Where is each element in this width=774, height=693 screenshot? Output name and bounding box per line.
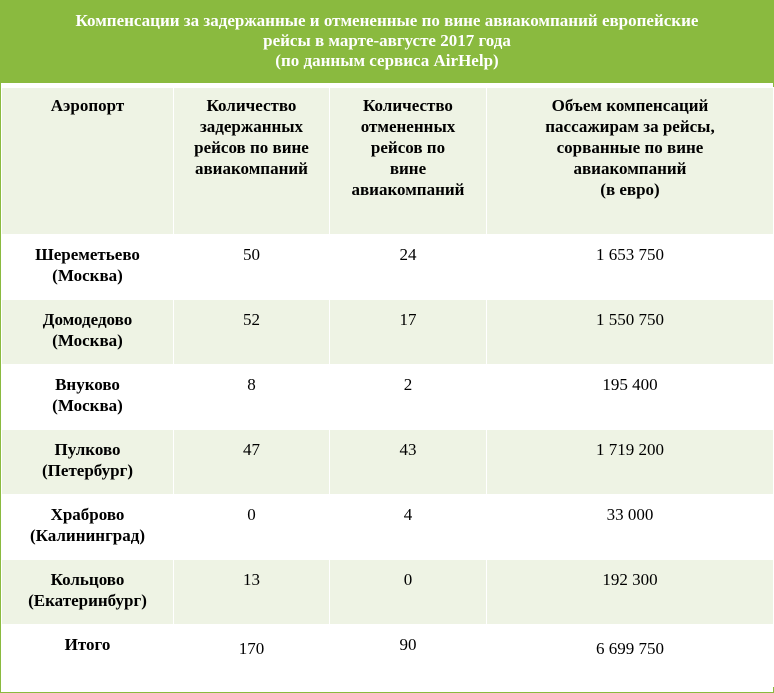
header-row — [2, 88, 774, 235]
table-row — [2, 430, 774, 495]
header-delayed-line: Количество — [206, 96, 297, 115]
title-line-1: Компенсации за задержанные и отмененные по вине авиакомпаний европейские — [75, 11, 699, 30]
table-row — [2, 300, 774, 365]
header-compensation-line: (в евро) — [600, 180, 660, 199]
delayed-cell: 47 — [174, 430, 330, 495]
airport-name: Храброво — [50, 505, 125, 524]
header-cancelled — [330, 88, 487, 235]
table-row — [2, 495, 774, 560]
compensation-cell: 33 000 — [487, 495, 774, 560]
airport-city: (Екатеринбург) — [28, 591, 147, 610]
header-cancelled-line: вине — [389, 159, 427, 178]
header-delayed-line: авиакомпаний — [195, 159, 308, 178]
header-delayed — [174, 88, 330, 235]
airport-cell — [2, 235, 174, 300]
airport-name: Домодедово — [42, 310, 133, 329]
header-cancelled-line: Количество — [363, 96, 453, 115]
compensation-cell: 1 653 750 — [487, 235, 774, 300]
total-row — [2, 625, 774, 687]
cancelled-cell: 2 — [330, 365, 487, 430]
header-compensation-line: пассажирам за рейсы, — [545, 117, 715, 136]
airport-cell — [2, 560, 174, 625]
airport-name: Пулково — [54, 440, 121, 459]
airport-cell — [2, 365, 174, 430]
airport-city: (Москва) — [52, 396, 123, 415]
delayed-cell: 52 — [174, 300, 330, 365]
table-row — [2, 365, 774, 430]
airport-city: (Калининград) — [29, 526, 146, 545]
table-row — [2, 235, 774, 300]
cancelled-cell: 17 — [330, 300, 487, 365]
airport-city: (Москва) — [52, 266, 123, 285]
total-name: Итого — [64, 635, 111, 654]
header-cancelled-line: авиакомпаний — [351, 180, 465, 199]
total-label — [2, 625, 174, 687]
title-line-2: рейсы в марте-августе 2017 года — [263, 31, 511, 50]
airport-cell — [2, 430, 174, 495]
airport-name: Внуково — [55, 375, 120, 394]
compensation-table — [1, 87, 774, 687]
airport-city: (Москва) — [52, 331, 123, 350]
airport-name: Шереметьево — [35, 245, 140, 264]
compensation-cell: 195 400 — [487, 365, 774, 430]
total-delayed: 170 — [174, 625, 330, 687]
delayed-cell: 8 — [174, 365, 330, 430]
header-cancelled-line: рейсов по — [370, 138, 446, 157]
compensation-cell: 1 719 200 — [487, 430, 774, 495]
header-compensation-line: сорванные по вине — [556, 138, 704, 157]
header-airport-label: Аэропорт — [50, 96, 125, 115]
header-compensation-line: Объем компенсаций — [551, 96, 709, 115]
header-compensation-line: авиакомпаний — [573, 159, 687, 178]
airport-cell — [2, 300, 174, 365]
header-airport — [2, 88, 174, 235]
compensation-cell: 192 300 — [487, 560, 774, 625]
table-row — [2, 560, 774, 625]
total-cancelled: 90 — [330, 625, 487, 687]
cancelled-cell: 0 — [330, 560, 487, 625]
cancelled-cell: 24 — [330, 235, 487, 300]
delayed-cell: 0 — [174, 495, 330, 560]
delayed-cell: 13 — [174, 560, 330, 625]
compensation-cell: 1 550 750 — [487, 300, 774, 365]
total-compensation: 6 699 750 — [487, 625, 774, 687]
cancelled-cell: 43 — [330, 430, 487, 495]
airport-name: Кольцово — [50, 570, 125, 589]
cancelled-cell: 4 — [330, 495, 487, 560]
airport-cell — [2, 495, 174, 560]
header-cancelled-line: отмененных — [360, 117, 456, 136]
delayed-cell: 50 — [174, 235, 330, 300]
title-line-3: (по данным сервиса AirHelp) — [275, 51, 499, 70]
header-delayed-line: задержанных — [199, 117, 304, 136]
header-compensation — [487, 88, 774, 235]
airport-city: (Петербург) — [42, 461, 133, 480]
header-delayed-line: рейсов по вине — [194, 138, 309, 157]
table-title — [1, 1, 773, 83]
